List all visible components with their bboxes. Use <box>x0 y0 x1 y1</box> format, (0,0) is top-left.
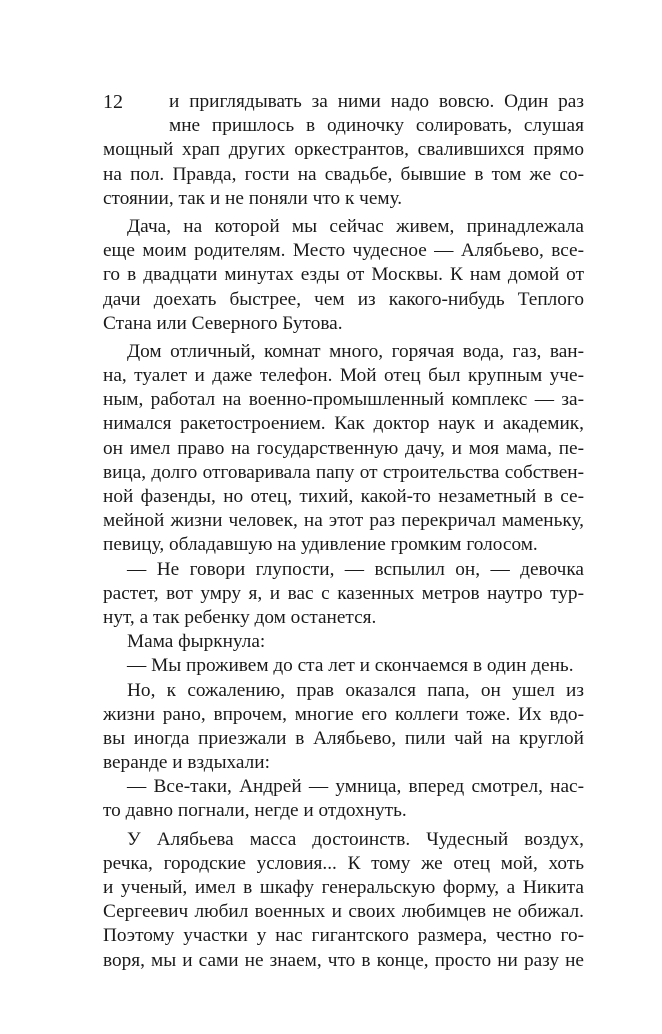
text-line: — Не говори глупости, — вспылил он, — девочка <box>127 558 584 580</box>
text-line: вица, долго отговаривала папу от строительства собствен- <box>103 461 584 483</box>
text-line: речка, городские условия... К тому же отец мой, хоть <box>103 852 584 874</box>
text-line: воря, мы и сами не знаем, что в конце, просто ни разу не <box>103 949 584 971</box>
text-line: ной фазенды, но отец, тихий, какой-то незаметный в се- <box>103 486 584 507</box>
text-line: дачи доехать быстрее, чем из какого-нибудь Теплого <box>103 288 584 310</box>
text-line: на, туалет и даже телефон. Мой отец был крупным уче- <box>103 365 584 387</box>
text-line: Мама фыркнула: <box>127 631 266 653</box>
text-line: Стана или Северного Бутова. <box>103 312 343 334</box>
text-line: мощный храп других оркестрантов, свалившихся прямо <box>103 139 584 161</box>
text-line: стоянии, так и не поняли что к чему. <box>103 187 403 209</box>
text-line: еще моим родителям. Место чудесное — Алябьево, все- <box>103 240 584 262</box>
text-line: Сергеевич любил военных и своих любимцев не обижал. <box>103 901 584 923</box>
text-line: мне пришлось в одиночку солировать, слушая <box>169 115 584 137</box>
text-line: жизни рано, впрочем, многие его коллеги тоже. Их вдо- <box>103 703 584 725</box>
text-line: и приглядывать за ними надо вовсю. Один раз <box>169 91 584 112</box>
text-line: вы иногда приезжали в Алябьево, пили чай на круглой <box>103 727 584 749</box>
text-line: и ученый, имел в шкафу генеральскую форму, а Никита <box>103 877 584 898</box>
text-line: нут, а так ребенку дом останется. <box>103 606 377 628</box>
text-line: — Мы проживем до ста лет и скончаемся в один день. <box>127 655 574 677</box>
page-number: 12 <box>103 91 123 113</box>
text-line: певицу, обладавшую на удивление громким голосом. <box>103 534 538 556</box>
text-line: то давно погнали, негде и отдохнуть. <box>103 800 407 822</box>
text-line: нимался ракетостроением. Как доктор наук и академик, <box>103 413 584 435</box>
text-line: го в двадцати минутах езды от Москвы. К нам домой от <box>103 264 584 286</box>
text-line: он имел право на государственную дачу, и моя мама, пе- <box>103 437 584 459</box>
text-line: веранде и вздыхали: <box>103 752 270 774</box>
text-line: ным, работал на военно-промышленный комплекс — за- <box>103 389 584 411</box>
text-line: на пол. Правда, гости на свадьбе, бывшие в том же со- <box>103 163 584 185</box>
text-line: Поэтому участки у нас гигантского размера, честно го- <box>103 925 584 947</box>
text-line: — Все-таки, Андрей — умница, вперед смотрел, нас- <box>127 776 584 798</box>
text-line: У Алябьева масса достоинств. Чудесный воздух, <box>127 828 584 850</box>
text-line: растет, вот умру я, и вас с казенных метров наутро тур- <box>103 582 584 604</box>
text-line: мейной жизни человек, на этот раз перекричал маменьку, <box>103 510 584 532</box>
body-text <box>103 90 584 973</box>
text-line: Дача, на которой мы сейчас живем, принадлежала <box>127 215 584 237</box>
text-line: Но, к сожалению, прав оказался папа, он ушел из <box>127 679 584 701</box>
text-line: Дом отличный, комнат много, горячая вода, газ, ван- <box>127 340 584 362</box>
